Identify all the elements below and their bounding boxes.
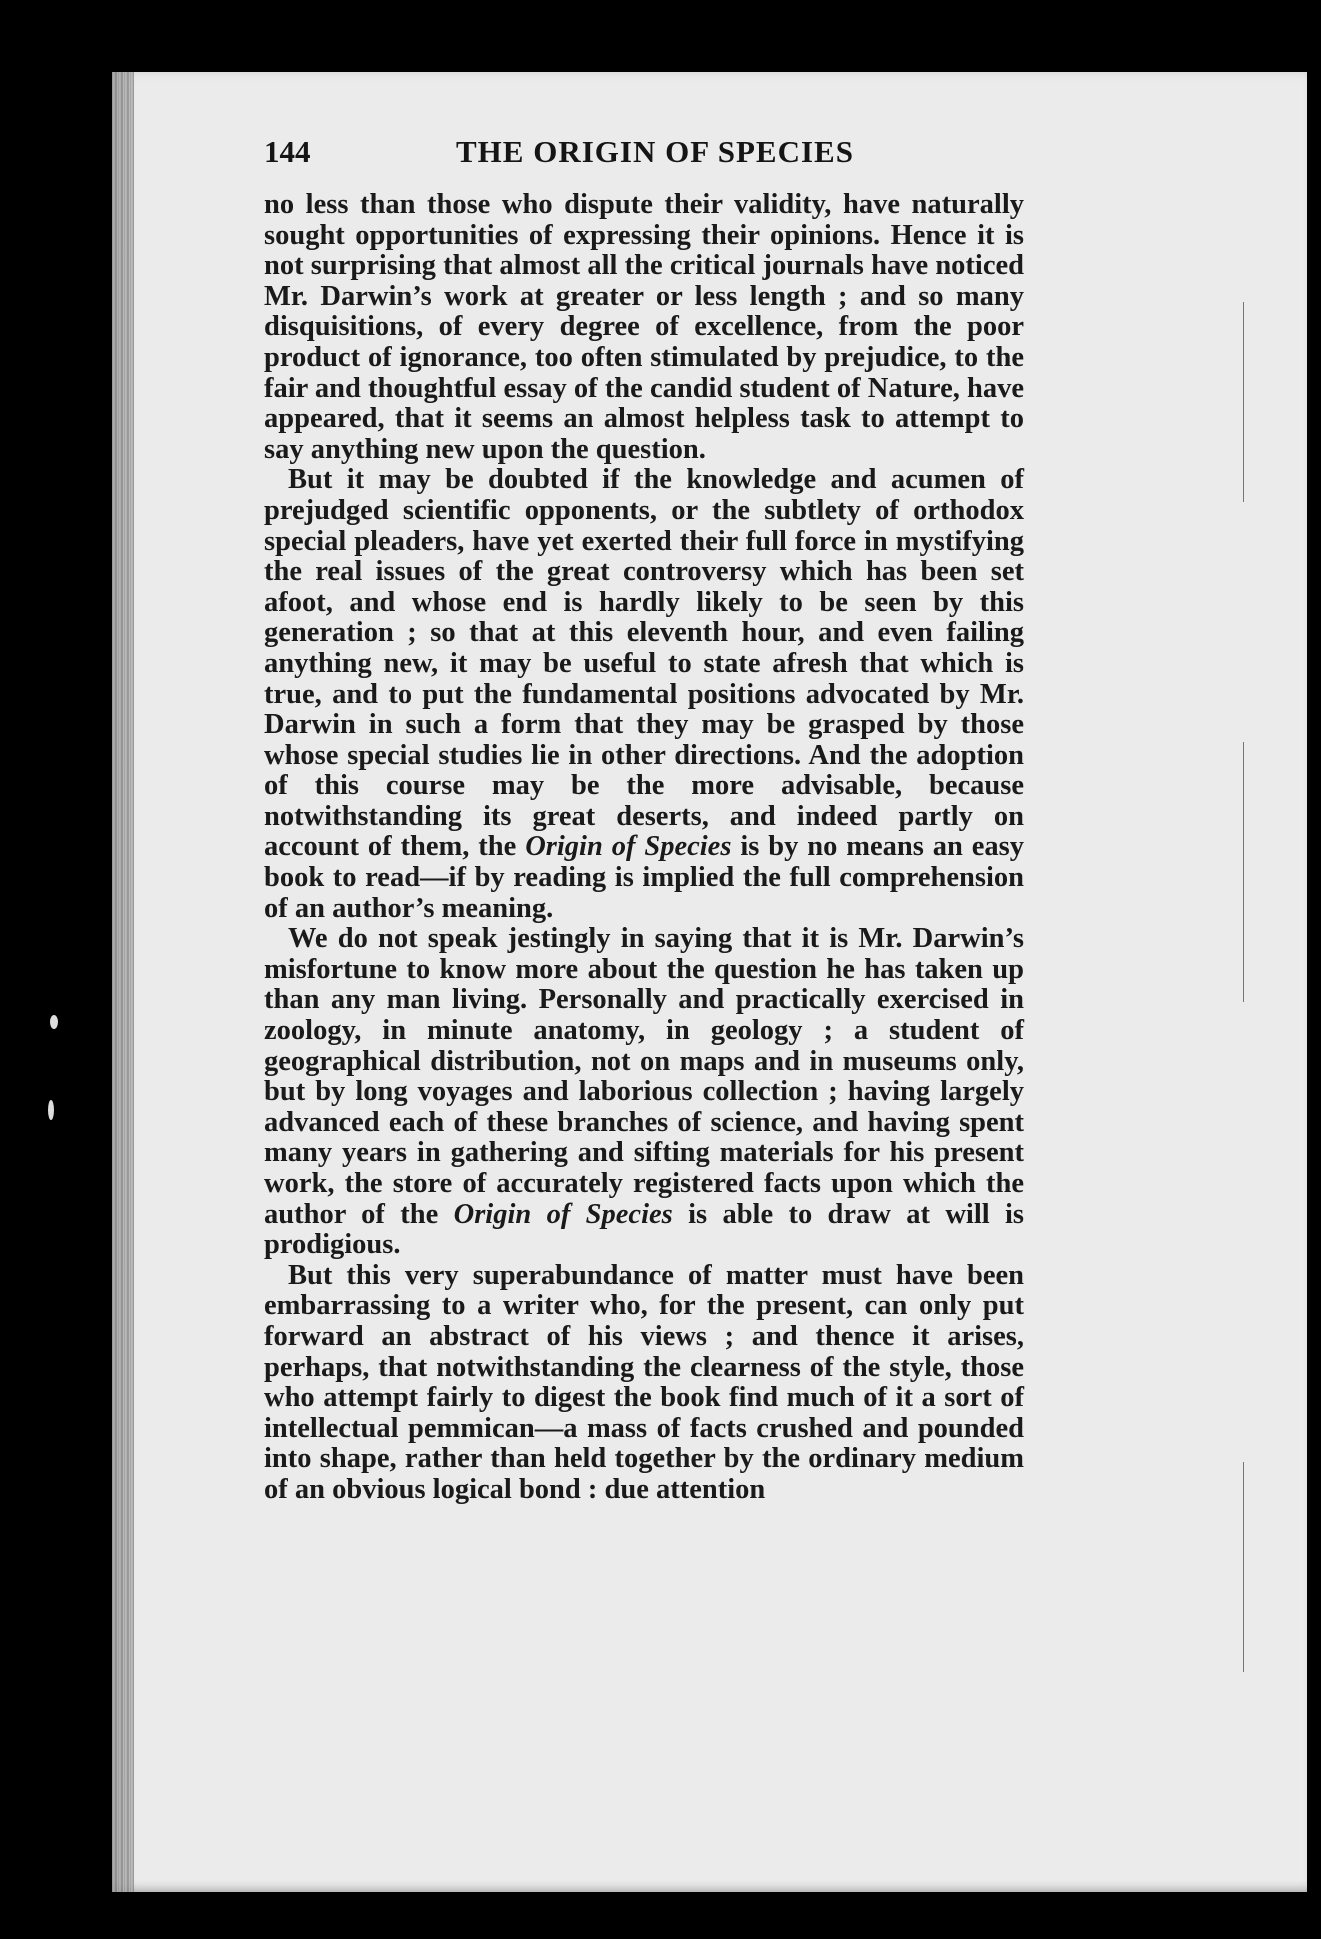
scan-artifact [48, 1100, 54, 1120]
body-text [264, 190, 1024, 1506]
edge-line [1243, 302, 1244, 502]
page-gutter-shadow [112, 72, 134, 1892]
paragraph-4: But this very superabundance of matter must have been embarrassing to a writer who, for the present, can only put forward an abstract of his views ; and thence it arises, perhaps, that notwithstanding the clearness of the style, those who attempt fairly to digest the book find much of it a sort of intellectual pemmican—a mass of facts crushed and pounded into shape, rather than held together by the ordinary medium of an obvious logical bond : due attention [264, 1259, 1024, 1505]
paragraph-2-text-a: But it may be doubted if the knowledge and acumen of prejudged scientific opponents, or the subtlety of orthodox special pleaders, have yet exerted their full force in mystifying the real issues of the great controversy which has been set afoot, and whose end is hardly likely to be seen by this generation ; so that at this eleventh hour, and even failing anything new, it may be useful to state afresh that which is true, and to put the fundamental positions advocated by Mr. Darwin in such a form that they may be grasped by those whose special studies lie in other directions. And the adoption of this course may be the more advisable, because notwithstanding its great deserts, and indeed partly on account of them, the [264, 464, 1024, 863]
paragraph-3-text-b: is able to draw at will is prodigious. [264, 1198, 1025, 1261]
book-page [112, 72, 1307, 1892]
page-edge-marks [1241, 272, 1247, 1822]
page-header [264, 134, 1024, 176]
paragraph-3 [264, 924, 1024, 1261]
paragraph-3-text-a: We do not speak jestingly in saying that it is Mr. Darwin’s misfortune to know more about the question he has taken up than any man living. Personally and practically exercised in zoology, in minute anatomy, in geology ; a student of geographical distribution, not on maps and in museums only, but by long voyages and laborious collection ; having largely advanced each of these branches of science, and having spent many years in gathering and sifting materials for his present work, the store of accurately registered facts upon which the author of the [264, 923, 1024, 1230]
scan-artifact [50, 1015, 58, 1029]
edge-line [1243, 742, 1244, 1002]
running-head: THE ORIGIN OF SPECIES [456, 134, 854, 169]
paragraph-2 [264, 465, 1024, 924]
paragraph-2-text-b: is by no means an easy book to read—if by reading is implied the full comprehension of an author’s meaning. [264, 831, 1024, 924]
edge-line [1243, 1462, 1244, 1672]
paragraph-2-book-title: Origin of Species [525, 831, 732, 863]
page-number: 144 [264, 134, 311, 169]
paragraph-1: no less than those who dispute their validity, have naturally sought opportunities of expressing their opinions. Hence it is not surprising that almost all the critical journals have noticed Mr. Darwin’s work at greater or less length ; and so many disquisitions, of every degree of excellence, from the poor product of ignorance, too often stimulated by prejudice, to the fair and thoughtful essay of the candid student of Nature, have appeared, that it seems an almost helpless task to attempt to say anything new upon the question. [264, 189, 1024, 465]
paragraph-3-book-title: Origin of Species [453, 1198, 673, 1230]
